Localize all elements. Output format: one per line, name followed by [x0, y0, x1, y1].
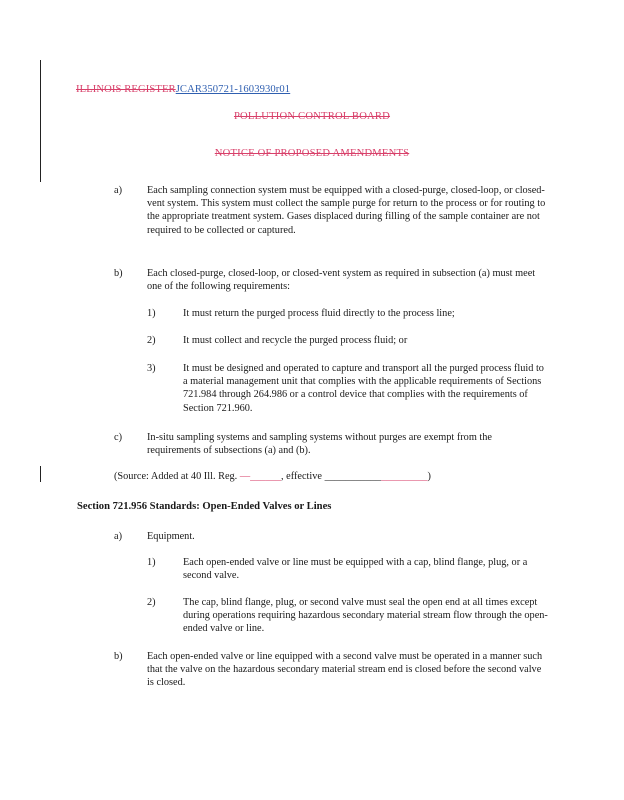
register-title: ILLINOIS REGISTER — [76, 84, 176, 95]
source-blank-effective: ___________ — [324, 471, 382, 482]
b-item-3-num: 3) — [147, 363, 156, 374]
change-bar-source — [40, 466, 41, 482]
section-a-text: Each sampling connection system must be equipped with a closed-purge, closed-loop, or closed-vent system. This system must collect the sample purge for return to the process or for routing to the appropriate treatment system. Gases displaced during filling of the sample container are not required to be collected or captured. — [147, 185, 546, 236]
source-note — [114, 470, 431, 483]
section-956-a-label: a) — [114, 531, 122, 542]
section-c-label: c) — [114, 432, 122, 443]
notice-title: NOTICE OF PROPOSED AMENDMENTS — [214, 148, 410, 159]
register-header — [76, 83, 290, 96]
b-item-2-text: It must collect and recycle the purged process fluid; or — [183, 335, 408, 346]
s956-item-2-num: 2) — [147, 597, 156, 608]
section-b-label: b) — [114, 268, 123, 279]
b-item-2-num: 2) — [147, 335, 156, 346]
b-item-3-text: It must be designed and operated to capture and transport all the purged process fluid to a material management unit that complies with the applicable requirements of Sections 721.984 through 264.986 or a control device that complies with the requirements of Section 721.960. — [183, 363, 544, 414]
section-b-text: Each closed-purge, closed-loop, or closed-vent system as required in subsection (a) must meet one of the following requirements: — [147, 268, 536, 293]
jcar-code: JCAR350721-1603930r01 — [175, 84, 291, 95]
source-middle: , effective — [281, 471, 325, 482]
source-prefix: (Source: Added at 40 Ill. Reg. — [114, 471, 240, 482]
source-blank-effective-red: _________ — [381, 471, 428, 482]
s956-item-1-text: Each open-ended valve or line must be equipped with a cap, blind flange, plug, or a second valve. — [183, 557, 528, 582]
section-a-label: a) — [114, 185, 122, 196]
section-c-text: In-situ sampling systems and sampling systems without purges are exempt from the requirements of subsections (a) and (b). — [147, 432, 492, 457]
source-blank-register: —______ — [239, 471, 282, 482]
source-suffix: ) — [427, 471, 431, 482]
section-956-heading: Section 721.956 Standards: Open-Ended Valves or Lines — [77, 501, 332, 512]
section-956-b-label: b) — [114, 651, 123, 662]
s956-item-1-num: 1) — [147, 557, 156, 568]
b-item-1-num: 1) — [147, 308, 156, 319]
s956-item-2-text: The cap, blind flange, plug, or second valve must seal the open end at all times except during operations requiring hazardous secondary material stream flow through the open-ended valve or line. — [183, 597, 548, 635]
board-title: POLLUTION CONTROL BOARD — [233, 111, 391, 122]
section-956-a-text: Equipment. — [147, 531, 195, 542]
section-956-b-text: Each open-ended valve or line equipped with a second valve must be operated in a manner such that the valve on the hazardous secondary material stream end is closed before the second valve is closed. — [147, 651, 543, 689]
b-item-1-text: It must return the purged process fluid directly to the process line; — [183, 308, 455, 319]
